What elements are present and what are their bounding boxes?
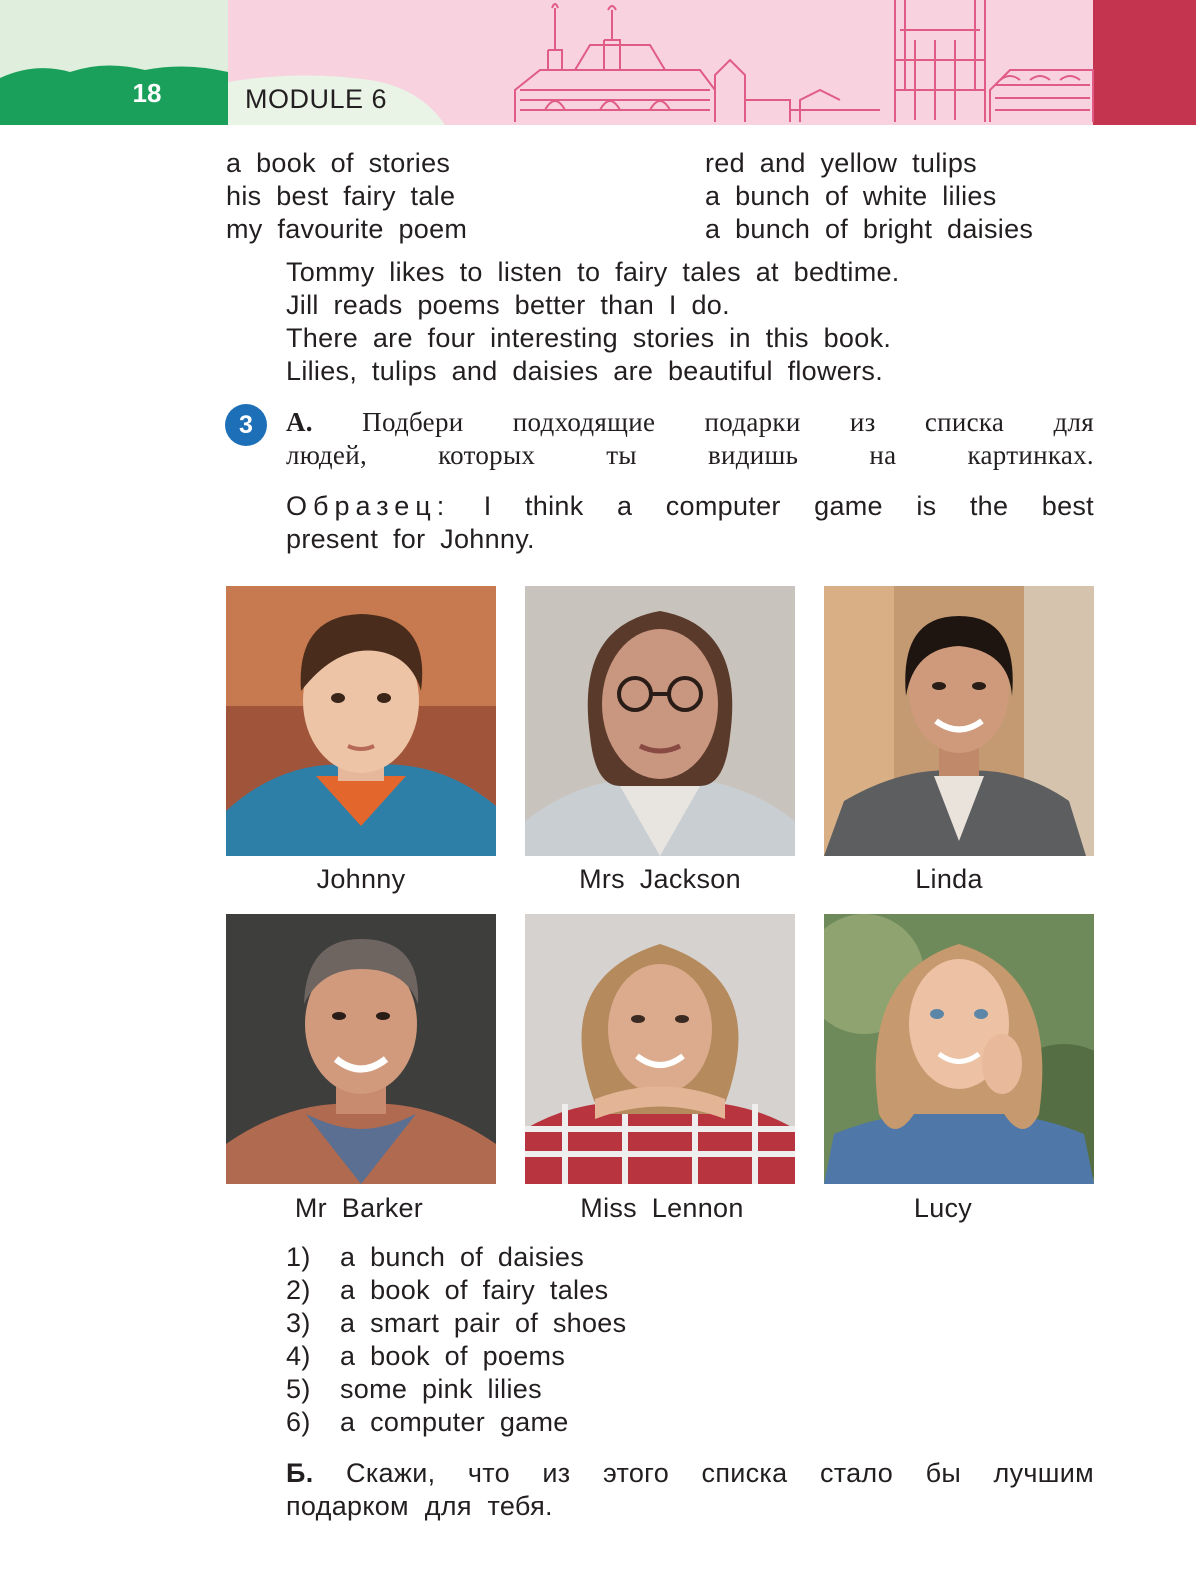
phrase: a bunch of white lilies (705, 181, 997, 211)
list-item: 2) a book of fairy tales (286, 1275, 609, 1305)
photo-linda (824, 586, 1094, 856)
phrase: my favourite poem (226, 214, 468, 244)
sample-label: Образец: (286, 491, 451, 521)
caption-mr-barker: Mr Barker (294, 1193, 424, 1223)
caption-johnny: Johnny (316, 864, 406, 894)
caption-linda: Linda (915, 864, 983, 894)
phrase: his best fairy tale (226, 181, 456, 211)
phrase: a book of stories (226, 148, 451, 178)
sentence: Lilies, tulips and daisies are beautiful flowers. (286, 356, 883, 386)
task-b-line2: подарком для тебя. (286, 1491, 553, 1521)
gift-list (286, 1241, 626, 1439)
photo-mrs-jackson (525, 586, 795, 856)
photo-johnny (226, 586, 496, 856)
caption-mrs-jackson: Mrs Jackson (579, 864, 741, 894)
list-item: 6) a computer game (286, 1407, 569, 1437)
phrases-right-column (705, 147, 1033, 246)
list-item: 3) a smart pair of shoes (286, 1308, 627, 1338)
list-item: 5) some pink lilies (286, 1374, 542, 1404)
task-a-instruction (286, 406, 1094, 472)
photo-miss-lennon (525, 914, 795, 1184)
photo-mr-barker (226, 914, 496, 1184)
sentence: Jill reads poems better than I do. (286, 290, 730, 320)
photo-lucy (824, 914, 1094, 1184)
list-item: 4) a book of poems (286, 1341, 566, 1371)
phrases-left-column (226, 147, 467, 246)
phrase: red and yellow tulips (705, 148, 977, 178)
sentence: Tommy likes to listen to fairy tales at bedtime. (286, 257, 900, 287)
module-title: MODULE 6 (245, 84, 388, 114)
sentence: There are four interesting stories in this book. (286, 323, 892, 353)
task-a-line2: людей, которых ты видишь на картинках. (286, 440, 1094, 470)
caption-lucy: Lucy (913, 1193, 973, 1223)
task-a-label: А. (286, 407, 313, 437)
list-item: 1) a bunch of daisies (286, 1242, 585, 1272)
example-sentences (286, 256, 900, 388)
task-b-line1: Скажи, что из этого списка стало бы лучшим (346, 1458, 1094, 1488)
sample-line2: present for Johnny. (286, 524, 535, 554)
sample-line1: I think a computer game is the best (483, 491, 1094, 521)
page-number: 18 (132, 78, 162, 108)
page-header (0, 0, 1196, 125)
phrase: a bunch of bright daisies (705, 214, 1034, 244)
town-skyline-drawing (515, 0, 1093, 122)
sample-answer (286, 490, 1094, 556)
exercise-number-badge: 3 (225, 404, 267, 446)
task-b-instruction (286, 1457, 1094, 1523)
task-b-label: Б. (286, 1458, 314, 1488)
task-a-line1: Подбери подходящие подарки из списка для (362, 407, 1094, 437)
caption-miss-lennon: Miss Lennon (580, 1193, 744, 1223)
